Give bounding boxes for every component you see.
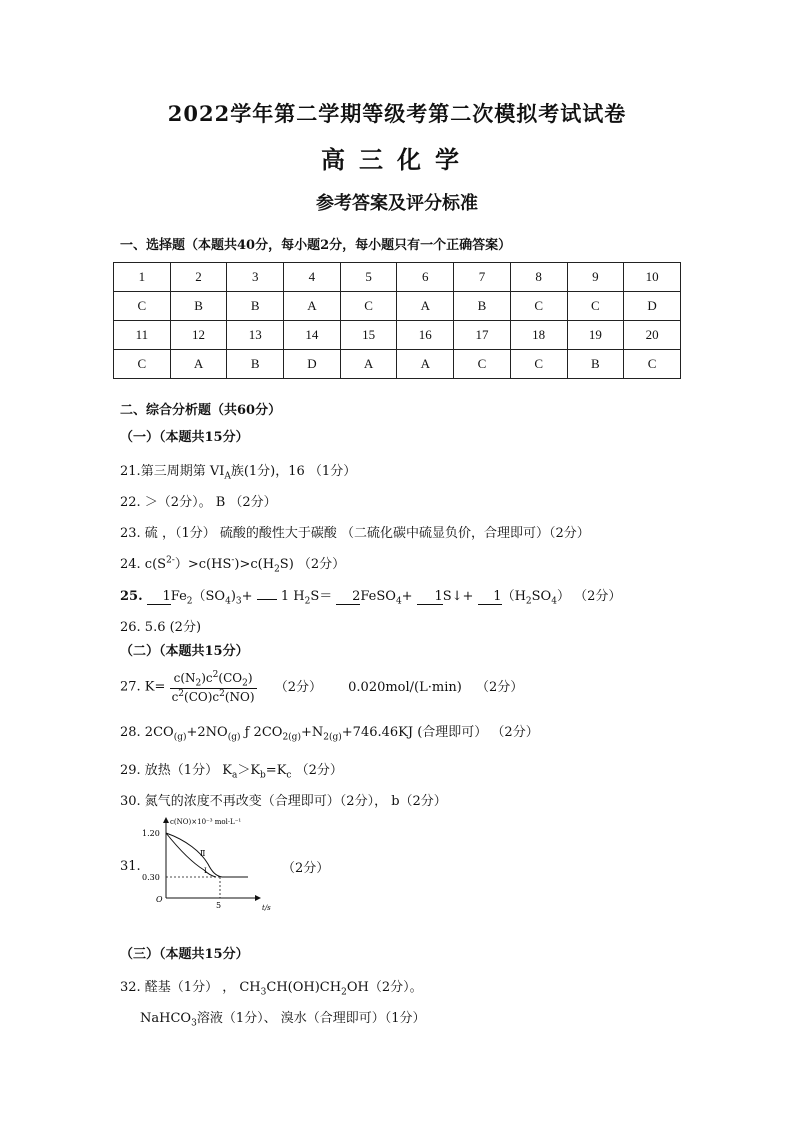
- answer-table-cell: 9: [567, 263, 624, 292]
- answer-22: 22. ＞（2分）。 B （2分）: [120, 495, 277, 510]
- answer-table-cell: C: [454, 350, 511, 379]
- blank-coef-1: 1: [147, 589, 171, 605]
- answer-31-number: 31.: [120, 859, 141, 874]
- answer-table-cell: 1: [114, 263, 171, 292]
- answer-table-cell: D: [624, 292, 681, 321]
- section1-heading: 一、选择题（本题共40分，每小题2分，每小题只有一个正确答案）: [120, 238, 512, 253]
- answer-table-cell: 20: [624, 321, 681, 350]
- exam-title: 2022学年第二学期等级考第二次模拟考试试卷: [167, 101, 627, 126]
- curve-I: [166, 833, 216, 877]
- answer-table-cell: 15: [340, 321, 397, 350]
- blank-coef-3: 2: [336, 589, 360, 605]
- answer-table-cell: 18: [510, 321, 567, 350]
- graph-y-tick-low: 0.30: [142, 873, 160, 882]
- answer-table-cell: 8: [510, 263, 567, 292]
- graph-y-tick-high: 1.20: [142, 829, 160, 838]
- curve-label-I: Ⅰ: [204, 867, 207, 875]
- blank-coef-5: 1: [478, 589, 502, 605]
- answer-29: 29. 放热（1分） $K_a>K_b=K_c$ （2分）: [120, 763, 343, 781]
- answer-table-cell: C: [567, 292, 624, 321]
- answer-table-cell: 4: [284, 263, 341, 292]
- answer-table-cell: 14: [284, 321, 341, 350]
- answer-table-row: [114, 350, 681, 379]
- answer-table-cell: A: [170, 350, 227, 379]
- graph-x-label: t/s: [262, 904, 271, 912]
- answer-32: 32. 醛基（1分） ， $CH_3CH(OH)CH_2OH(2$分）。: [120, 980, 423, 998]
- answer-table-cell: C: [510, 350, 567, 379]
- subject-title: 高三化学: [321, 145, 473, 174]
- answer-32-line2: NaHCO$_3$溶液（1分）、 溴水（合理即可）（1分）: [140, 1011, 426, 1029]
- answer-table-cell: 17: [454, 321, 511, 350]
- answer-table-cell: 3: [227, 263, 284, 292]
- concentration-time-graph: [136, 812, 276, 916]
- graph-origin: O: [156, 895, 163, 904]
- answer-table-cell: D: [284, 350, 341, 379]
- answer-table-cell: 12: [170, 321, 227, 350]
- answer-table-cell: C: [624, 350, 681, 379]
- answer-table-cell: 10: [624, 263, 681, 292]
- part2-heading: （二）（本题共15分）: [120, 644, 249, 659]
- part3-heading: （三）（本题共15分）: [120, 947, 249, 962]
- answer-table-cell: A: [397, 350, 454, 379]
- curve-II: [166, 833, 248, 877]
- answer-table-cell: 19: [567, 321, 624, 350]
- answer-table-row: [114, 321, 681, 350]
- answer-25: 25. $1Fe_2(SO_4)_3+ 1$ $H_2S=$ 2FeSO$_4$+ 1S↓+ $1(H_2SO_4)$ （2分）: [120, 589, 622, 607]
- answer-table-cell: B: [454, 292, 511, 321]
- graph-y-label: c(NO)×10⁻³ mol·L⁻¹: [170, 818, 242, 826]
- answer-table-cell: A: [340, 350, 397, 379]
- answer-table-cell: C: [340, 292, 397, 321]
- answer-table-cell: 16: [397, 321, 454, 350]
- part1-heading: （一）（本题共15分）: [120, 430, 249, 445]
- answer-table-cell: 7: [454, 263, 511, 292]
- answer-table-cell: 5: [340, 263, 397, 292]
- answer-table-cell: 2: [170, 263, 227, 292]
- blank-coef-4: 1: [417, 589, 443, 605]
- answer-31-score: （2分）: [282, 861, 330, 876]
- graph-x-tick: 5: [216, 901, 222, 910]
- answer-27: 27. K= $\frac{c(N_2)c^2(CO_2)}{c^2(CO)c^2(NO)}$ （2分） 0.020mol/(L·min) （2分）: [120, 670, 524, 705]
- answer-table-cell: C: [510, 292, 567, 321]
- answer-table-row: [114, 263, 681, 292]
- answer-21: 21.第三周期第 $VI_A$族(1分)，16 （1分）: [120, 464, 357, 482]
- answer-table-cell: B: [227, 292, 284, 321]
- answer-30: 30. 氮气的浓度不再改变（合理即可）（2分）， b（2分）: [120, 794, 447, 809]
- answer-table: [113, 262, 681, 379]
- answer-table-row: [114, 292, 681, 321]
- equilibrium-constant-fraction: $\frac{c(N_2)c^2(CO_2)}{c^2(CO)c^2(NO)}$: [171, 670, 255, 705]
- answer-table-cell: C: [114, 292, 171, 321]
- answer-28: 28. $2CO_{(g)}+2NO_{(g)}$ ƒ $2CO_{2(g)}+N_{2(g)}+746.46KJ$ (合理即可） （2分）: [120, 725, 539, 743]
- answer-26: 26. 5.6 (2分): [120, 620, 202, 635]
- answer-24: 24. $c(S^{2-})>c(HS^-)>c(H_2S)$ （2分）: [120, 555, 346, 575]
- answer-table-cell: 13: [227, 321, 284, 350]
- answer-table-cell: B: [170, 292, 227, 321]
- section2-heading: 二、综合分析题（共60分）: [120, 403, 282, 418]
- blank-coef-2: [257, 599, 277, 600]
- answer-table-cell: 6: [397, 263, 454, 292]
- answer-table-cell: A: [284, 292, 341, 321]
- answer-key-subtitle: 参考答案及评分标准: [316, 193, 478, 214]
- curve-label-II: Ⅱ: [200, 849, 206, 858]
- answer-table-cell: A: [397, 292, 454, 321]
- answer-table-cell: C: [114, 350, 171, 379]
- answer-table-cell: B: [567, 350, 624, 379]
- answer-table-cell: 11: [114, 321, 171, 350]
- answer-table-cell: B: [227, 350, 284, 379]
- answer-23: 23. 硫 ，（1分） 硫酸的酸性大于碳酸 （二硫化碳中硫显负价，合理即可）（2分）: [120, 526, 590, 541]
